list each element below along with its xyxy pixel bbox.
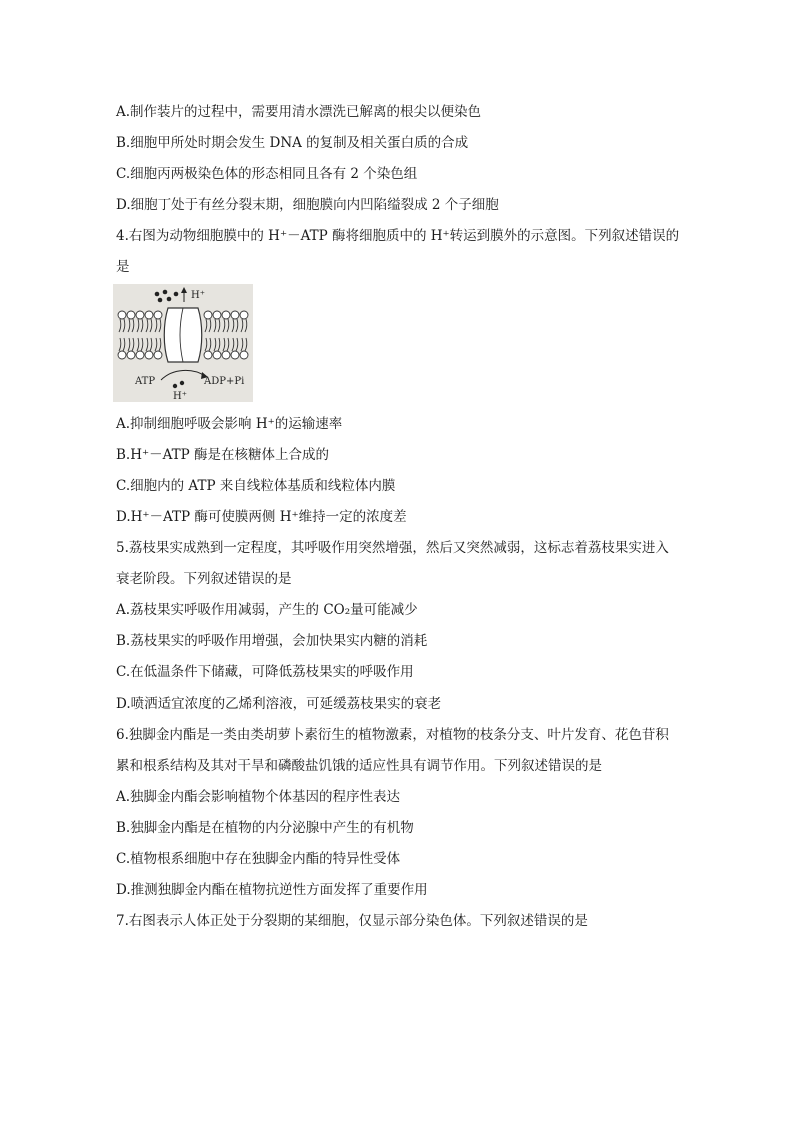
q6-stem-line2: 累和根系结构及其对干旱和磷酸盐饥饿的适应性具有调节作用。下列叙述错误的是	[116, 758, 602, 774]
q7-stem: 7.右图表示人体正处于分裂期的某细胞，仅显示部分染色体。下列叙述错误的是	[116, 913, 588, 929]
q4-stem-line2: 是	[116, 259, 130, 275]
h-atpase-protein	[164, 308, 202, 362]
q6-stem-line1: 6.独脚金内酯是一类由类胡萝卜素衍生的植物激素，对植物的枝条分支、叶片发育、花色苷积	[116, 727, 669, 743]
q5-stem-line1: 5.荔枝果实成熟到一定程度，其呼吸作用突然增强，然后又突然减弱，这标志着荔枝果实进入	[116, 540, 669, 556]
q5-option-d: D.喷洒适宜浓度的乙烯利溶液，可延缓荔枝果实的衰老	[116, 696, 442, 712]
atp-hydrolysis-arrow	[161, 370, 205, 380]
bilayer-left	[118, 311, 162, 359]
h-ion-dot	[167, 297, 172, 302]
h-ion-dot	[155, 292, 160, 297]
q6-option-a: A.独脚金内酯会影响植物个体基因的程序性表达	[116, 789, 401, 805]
q6-option-b: B.独脚金内酯是在植物的内分泌腺中产生的有机物	[116, 820, 414, 836]
q3-option-b: B.细胞甲所处时期会发生 DNA 的复制及相关蛋白质的合成	[116, 135, 469, 151]
atp-label: ATP	[135, 376, 156, 387]
membrane-h-atpase-figure	[113, 284, 253, 402]
q6-option-d: D.推测独脚金内酯在植物抗逆性方面发挥了重要作用	[116, 882, 428, 898]
q5-stem-line2: 衰老阶段。下列叙述错误的是	[116, 571, 292, 587]
q5-option-b: B.荔枝果实的呼吸作用增强，会加快果实内糖的消耗	[116, 633, 428, 649]
bilayer-right	[204, 311, 248, 359]
h-ion-dot	[163, 290, 168, 295]
q3-option-c: C.细胞丙两极染色体的形态相同且各有 2 个染色组	[116, 166, 418, 182]
h-ion-dot	[173, 384, 177, 388]
h-ion-dot	[180, 381, 184, 385]
h-ion-top-label: H⁺	[191, 290, 205, 301]
adp-pi-label: ADP+Pi	[204, 376, 245, 387]
q3-option-a: A.制作装片的过程中，需要用清水漂洗已解离的根尖以便染色	[116, 104, 482, 120]
q4-stem-line1: 4.右图为动物细胞膜中的 H⁺－ATP 酶将细胞质中的 H⁺转运到膜外的示意图。下列叙述错误的	[116, 228, 680, 244]
q5-option-a: A.荔枝果实呼吸作用减弱，产生的 CO₂量可能减少	[116, 602, 418, 618]
q4-option-a: A.抑制细胞呼吸会影响 H⁺的运输速率	[116, 416, 343, 432]
q5-option-c: C.在低温条件下储藏，可降低荔枝果实的呼吸作用	[116, 664, 414, 680]
q3-option-d: D.细胞丁处于有丝分裂末期，细胞膜向内凹陷缢裂成 2 个子细胞	[116, 197, 499, 213]
q4-option-d: D.H⁺－ATP 酶可使膜两侧 H⁺维持一定的浓度差	[116, 509, 407, 525]
q4-option-b: B.H⁺－ATP 酶是在核糖体上合成的	[116, 447, 330, 463]
arrow-head	[181, 287, 187, 293]
h-ion-bottom-label: H⁺	[173, 391, 187, 402]
h-ion-dot	[174, 292, 179, 297]
q6-option-c: C.植物根系细胞中存在独脚金内酯的特异性受体	[116, 851, 401, 867]
h-ion-dot	[158, 298, 163, 303]
q4-option-c: C.细胞内的 ATP 来自线粒体基质和线粒体内膜	[116, 478, 396, 494]
membrane-diagram-svg	[113, 284, 253, 402]
